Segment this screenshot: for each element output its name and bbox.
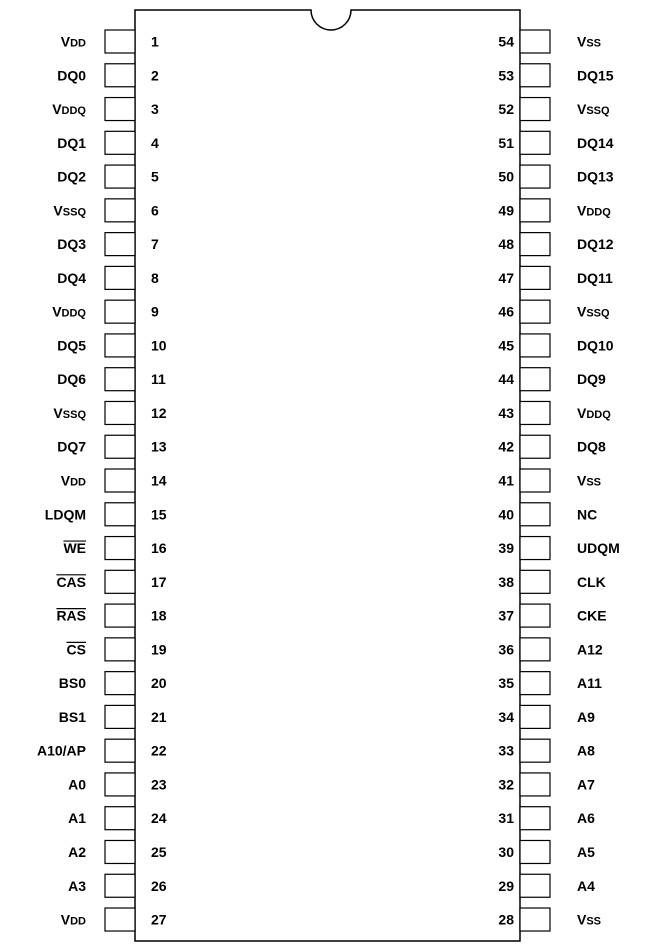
pin-signal-name xyxy=(577,304,610,320)
pin-lead xyxy=(520,266,550,289)
pin-signal-name xyxy=(577,236,614,252)
pin-signal-name xyxy=(68,776,86,792)
pin-number: 18 xyxy=(151,607,167,624)
pin-signal-name xyxy=(68,810,86,826)
signal-main: A8 xyxy=(577,742,595,759)
pin-11 xyxy=(57,368,166,391)
pin-signal-name xyxy=(577,405,611,421)
pin-lead xyxy=(105,908,135,931)
signal-subscript: SS xyxy=(586,37,602,50)
pin-number: 40 xyxy=(498,506,514,523)
pin-signal-name xyxy=(577,574,606,590)
pin-signal-name xyxy=(57,135,86,151)
pin-number: 39 xyxy=(498,540,514,557)
pin-number: 19 xyxy=(151,641,167,658)
pin-44 xyxy=(498,368,606,391)
signal-main: V xyxy=(577,101,587,118)
signal-main: V xyxy=(577,472,587,489)
signal-main: V xyxy=(53,404,63,421)
pin-lead xyxy=(520,638,550,661)
signal-main: A2 xyxy=(68,843,86,860)
pin-signal-name xyxy=(577,169,614,185)
pin-lead xyxy=(105,840,135,863)
pin-8 xyxy=(57,266,159,289)
signal-subscript: SSQ xyxy=(62,206,86,219)
pins-layer xyxy=(37,30,620,931)
pin-lead xyxy=(520,874,550,897)
pin-number: 5 xyxy=(151,168,159,185)
signal-main: A7 xyxy=(577,776,595,793)
pin-7 xyxy=(57,233,159,256)
pin-number: 26 xyxy=(151,877,167,894)
pin-19 xyxy=(67,638,167,661)
pin-signal-name xyxy=(577,371,606,387)
pin-number: 43 xyxy=(498,404,514,421)
pin-signal-name xyxy=(577,101,610,117)
pin-lead xyxy=(105,503,135,526)
pin-signal-name xyxy=(52,304,86,320)
pin-lead xyxy=(105,266,135,289)
pin-number: 15 xyxy=(151,506,167,523)
signal-main: V xyxy=(52,303,62,320)
pin-28 xyxy=(498,908,601,931)
pin-17 xyxy=(56,570,166,593)
pin-number: 32 xyxy=(498,776,514,793)
signal-main: DQ6 xyxy=(57,371,86,388)
signal-main: DQ11 xyxy=(577,269,613,286)
pin-number: 46 xyxy=(498,303,514,320)
pin-number: 28 xyxy=(498,911,514,928)
signal-main: V xyxy=(52,101,62,118)
signal-subscript: SS xyxy=(586,915,602,928)
pin-number: 42 xyxy=(498,438,514,455)
pin-lead xyxy=(105,807,135,830)
pin-signal-name xyxy=(52,101,86,117)
pin-number: 44 xyxy=(498,371,514,388)
pin-number: 9 xyxy=(151,303,159,320)
pin-signal-name xyxy=(57,337,86,353)
signal-subscript: SS xyxy=(586,476,602,489)
pin-lead xyxy=(105,570,135,593)
signal-main: V xyxy=(577,911,587,928)
pin-10 xyxy=(57,334,167,357)
pin-45 xyxy=(498,334,613,357)
pin-signal-name xyxy=(56,574,86,590)
signal-main: LDQM xyxy=(44,506,86,523)
pin-signal-name xyxy=(37,743,86,759)
pin-14 xyxy=(61,469,167,492)
pin-lead xyxy=(520,30,550,53)
pin-36 xyxy=(498,638,602,661)
pin-number: 23 xyxy=(151,776,167,793)
signal-main: CAS xyxy=(56,573,86,590)
signal-main: DQ12 xyxy=(577,236,614,253)
pin-1 xyxy=(61,30,159,53)
pin-number: 25 xyxy=(151,843,167,860)
pin-number: 52 xyxy=(498,101,514,118)
pin-signal-name xyxy=(577,912,601,928)
chip-body xyxy=(135,10,520,941)
pin-number: 33 xyxy=(498,742,514,759)
signal-main: V xyxy=(60,33,71,50)
pin-48 xyxy=(498,233,613,256)
pin-signal-name xyxy=(577,67,614,83)
pin-number: 3 xyxy=(151,101,159,118)
pin-lead xyxy=(520,672,550,695)
pin-52 xyxy=(498,98,610,121)
pin-9 xyxy=(52,300,159,323)
pin-number: 21 xyxy=(151,708,167,725)
pin-38 xyxy=(498,570,605,593)
pin-number: 29 xyxy=(498,877,514,894)
pin-number: 54 xyxy=(498,33,514,50)
pin-signal-name xyxy=(45,506,86,522)
pin-signal-name xyxy=(57,439,86,455)
pin-signal-name xyxy=(577,743,595,759)
pin-lead xyxy=(105,233,135,256)
pin-lead xyxy=(105,435,135,458)
pin-6 xyxy=(53,199,159,222)
pin-signal-name xyxy=(577,675,602,691)
pin-lead xyxy=(520,233,550,256)
pin-number: 22 xyxy=(151,742,167,759)
pin-signal-name xyxy=(59,709,86,725)
signal-main: DQ10 xyxy=(577,337,614,354)
pin-51 xyxy=(498,131,613,154)
pin-signal-name xyxy=(61,473,86,489)
pin-number: 16 xyxy=(151,540,167,557)
pin-lead xyxy=(105,705,135,728)
pin-signal-name xyxy=(61,912,86,928)
pin-lead xyxy=(105,165,135,188)
pin-5 xyxy=(57,165,159,188)
signal-main: V xyxy=(577,33,587,50)
signal-subscript: DD xyxy=(70,476,86,489)
pin-signal-name xyxy=(67,641,86,657)
pin-lead xyxy=(520,199,550,222)
pin-lead xyxy=(105,604,135,627)
pin-number: 13 xyxy=(151,438,167,455)
pin-lead xyxy=(520,503,550,526)
pin-number: 14 xyxy=(151,472,167,489)
pin-signal-name xyxy=(577,270,613,286)
pin-12 xyxy=(53,401,166,424)
signal-main: BS0 xyxy=(58,675,86,692)
pin-lead xyxy=(520,401,550,424)
pin-lead xyxy=(520,908,550,931)
pin-number: 17 xyxy=(151,573,167,590)
pin-number: 11 xyxy=(151,371,166,388)
pin-47 xyxy=(498,266,613,289)
pin-lead xyxy=(105,874,135,897)
pin-signal-name xyxy=(68,844,86,860)
signal-subscript: DDQ xyxy=(61,307,86,320)
pin-34 xyxy=(498,705,595,728)
pin-lead xyxy=(520,739,550,762)
pin-signal-name xyxy=(57,371,86,387)
signal-main: A12 xyxy=(577,641,603,658)
pin-number: 12 xyxy=(151,404,167,421)
pin-signal-name xyxy=(577,608,607,624)
signal-main: DQ5 xyxy=(57,337,86,354)
signal-main: V xyxy=(53,202,63,219)
pin-number: 31 xyxy=(498,810,514,827)
pin-number: 1 xyxy=(151,33,159,50)
signal-main: DQ1 xyxy=(57,134,86,151)
pin-lead xyxy=(520,705,550,728)
pin-lead xyxy=(105,401,135,424)
pin-30 xyxy=(498,840,595,863)
signal-main: RAS xyxy=(56,607,86,624)
pin-number: 45 xyxy=(498,337,514,354)
signal-main: DQ15 xyxy=(577,67,614,84)
pin-number: 41 xyxy=(498,472,514,489)
pin-lead xyxy=(520,368,550,391)
pin-number: 24 xyxy=(151,810,167,827)
pin-lead xyxy=(520,537,550,560)
signal-main: A5 xyxy=(577,843,595,860)
signal-main: DQ14 xyxy=(577,134,614,151)
signal-subscript: DDQ xyxy=(586,206,611,219)
pin-37 xyxy=(498,604,606,627)
pin-signal-name xyxy=(57,67,86,83)
pin-lead xyxy=(105,131,135,154)
pin-signal-name xyxy=(577,202,611,218)
signal-main: A10/AP xyxy=(36,742,86,759)
signal-main: V xyxy=(577,404,587,421)
pin-signal-name xyxy=(577,776,595,792)
pin-lead xyxy=(520,64,550,87)
pin-number: 36 xyxy=(498,641,514,658)
signal-main: CS xyxy=(66,641,86,658)
pin-number: 10 xyxy=(151,337,167,354)
pin-18 xyxy=(56,604,166,627)
pin-signal-name xyxy=(57,169,86,185)
pin-signal-name xyxy=(577,540,620,556)
signal-main: DQ3 xyxy=(57,236,86,253)
pin-42 xyxy=(498,435,606,458)
pin-16 xyxy=(63,537,166,560)
pin-signal-name xyxy=(57,236,86,252)
pin-39 xyxy=(498,537,619,560)
pin-number: 2 xyxy=(151,67,159,84)
signal-main: V xyxy=(60,472,71,489)
signal-subscript: DD xyxy=(70,37,86,50)
pin-number: 27 xyxy=(151,911,167,928)
signal-main: CKE xyxy=(577,607,607,624)
pin-lead xyxy=(105,199,135,222)
pin-lead xyxy=(105,773,135,796)
pin-lead xyxy=(520,334,550,357)
pin-lead xyxy=(105,469,135,492)
pin-signal-name xyxy=(63,540,86,556)
pin-13 xyxy=(57,435,167,458)
pin-4 xyxy=(57,131,159,154)
signal-main: DQ0 xyxy=(57,67,86,84)
pin-number: 8 xyxy=(151,269,159,286)
pin-signal-name xyxy=(56,608,86,624)
pin-lead xyxy=(520,469,550,492)
pin-signal-name xyxy=(68,878,86,894)
pin-lead xyxy=(520,300,550,323)
pin-number: 51 xyxy=(498,134,514,151)
pin-lead xyxy=(105,300,135,323)
signal-main: A6 xyxy=(577,810,595,827)
pin-31 xyxy=(498,807,595,830)
pin-lead xyxy=(520,807,550,830)
signal-main: DQ2 xyxy=(57,168,86,185)
pin-number: 47 xyxy=(498,269,514,286)
pin-40 xyxy=(498,503,597,526)
pin-signal-name xyxy=(577,337,614,353)
pin-lead xyxy=(105,98,135,121)
pin-lead xyxy=(105,334,135,357)
pin-signal-name xyxy=(577,709,595,725)
pin-signal-name xyxy=(577,473,601,489)
pin-24 xyxy=(68,807,167,830)
pin-signal-name xyxy=(577,506,597,522)
pin-signal-name xyxy=(577,439,606,455)
signal-subscript: DDQ xyxy=(586,408,611,421)
pin-number: 48 xyxy=(498,236,514,253)
pin-signal-name xyxy=(61,34,86,50)
pin-signal-name xyxy=(577,34,601,50)
pin-23 xyxy=(68,773,167,796)
pin-number: 38 xyxy=(498,573,514,590)
signal-main: V xyxy=(577,202,587,219)
pin-signal-name xyxy=(57,270,86,286)
signal-main: UDQM xyxy=(577,540,620,557)
pin-number: 4 xyxy=(151,134,159,151)
signal-main: DQ7 xyxy=(57,438,86,455)
pin-15 xyxy=(45,503,167,526)
pin-lead xyxy=(105,537,135,560)
pin-33 xyxy=(498,739,595,762)
pin-signal-name xyxy=(577,135,614,151)
pin-20 xyxy=(59,672,167,695)
pin-29 xyxy=(498,874,595,897)
pin-number: 35 xyxy=(498,675,514,692)
pin-signal-name xyxy=(577,810,595,826)
signal-main: A0 xyxy=(68,776,86,793)
signal-main: BS1 xyxy=(58,708,86,725)
pin-43 xyxy=(498,401,611,424)
signal-main: DQ13 xyxy=(577,168,614,185)
pin-signal-name xyxy=(577,641,603,657)
pin-signal-name xyxy=(53,405,86,421)
pin-lead xyxy=(105,672,135,695)
pin-signal-name xyxy=(59,675,86,691)
pin-number: 34 xyxy=(498,708,514,725)
pin-lead xyxy=(105,30,135,53)
signal-main: V xyxy=(577,303,587,320)
signal-subscript: SSQ xyxy=(586,105,610,118)
pin-number: 49 xyxy=(498,202,514,219)
signal-subscript: SSQ xyxy=(62,408,86,421)
pin-35 xyxy=(498,672,602,695)
signal-main: V xyxy=(60,911,71,928)
pin-3 xyxy=(52,98,159,121)
signal-main: DQ9 xyxy=(577,371,606,388)
signal-subscript: SSQ xyxy=(586,307,610,320)
signal-main: A3 xyxy=(68,877,86,894)
pin-27 xyxy=(61,908,167,931)
pin-lead xyxy=(520,435,550,458)
pin-lead xyxy=(105,739,135,762)
pin-32 xyxy=(498,773,595,796)
pin-lead xyxy=(105,64,135,87)
pin-lead xyxy=(520,570,550,593)
signal-main: WE xyxy=(63,540,86,557)
pin-41 xyxy=(498,469,601,492)
pin-lead xyxy=(520,840,550,863)
pin-signal-name xyxy=(577,878,595,894)
signal-main: A11 xyxy=(577,675,602,692)
pin-lead xyxy=(105,638,135,661)
pin-53 xyxy=(498,64,613,87)
pin-lead xyxy=(520,604,550,627)
pin-number: 7 xyxy=(151,236,159,253)
pin-number: 37 xyxy=(498,607,514,624)
signal-subscript: DD xyxy=(70,915,86,928)
pin-22 xyxy=(37,739,167,762)
signal-main: A1 xyxy=(68,810,86,827)
signal-subscript: DDQ xyxy=(61,105,86,118)
signal-main: DQ8 xyxy=(577,438,606,455)
pin-signal-name xyxy=(53,202,86,218)
pin-26 xyxy=(68,874,167,897)
pin-54 xyxy=(498,30,601,53)
pin-lead xyxy=(105,368,135,391)
pin-number: 50 xyxy=(498,168,514,185)
pin-2 xyxy=(57,64,159,87)
pin-signal-name xyxy=(577,844,595,860)
pin-49 xyxy=(498,199,611,222)
pin-number: 53 xyxy=(498,67,514,84)
pin-25 xyxy=(68,840,167,863)
pin-50 xyxy=(498,165,613,188)
pin-lead xyxy=(520,98,550,121)
pin-number: 6 xyxy=(151,202,159,219)
signal-main: CLK xyxy=(577,573,606,590)
signal-main: DQ4 xyxy=(57,269,86,286)
pin-lead xyxy=(520,165,550,188)
pin-number: 30 xyxy=(498,843,514,860)
pin-number: 20 xyxy=(151,675,167,692)
pin-lead xyxy=(520,773,550,796)
signal-main: NC xyxy=(577,506,598,523)
pin-46 xyxy=(498,300,610,323)
signal-main: A4 xyxy=(577,877,595,894)
pin-21 xyxy=(59,705,167,728)
pin-lead xyxy=(520,131,550,154)
signal-main: A9 xyxy=(577,708,595,725)
